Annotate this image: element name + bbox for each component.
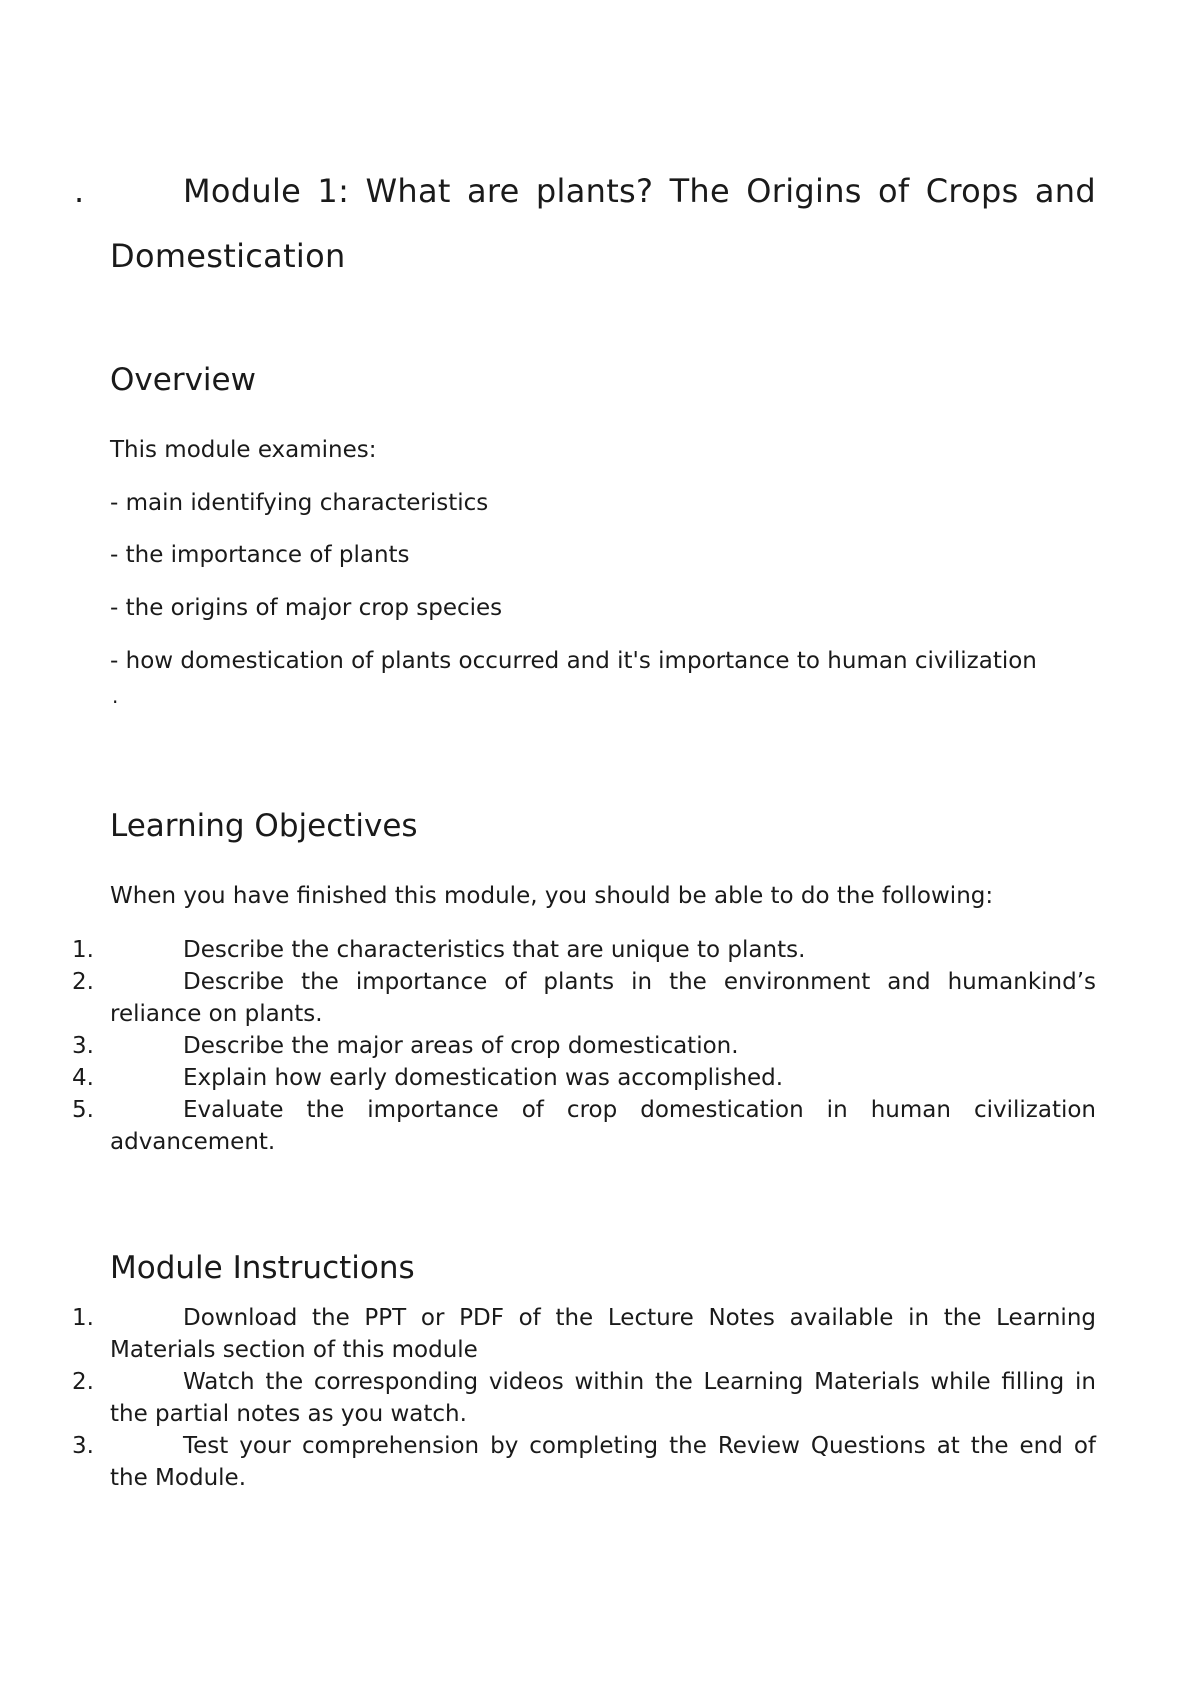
instructions-list bbox=[0, 1302, 1200, 1494]
objectives-list bbox=[0, 934, 1200, 1158]
list-number: 5. bbox=[72, 1097, 94, 1123]
list-number: 3. bbox=[72, 1433, 94, 1459]
list-number: 2. bbox=[72, 969, 94, 995]
list-number: 3. bbox=[72, 1033, 94, 1059]
list-number: 4. bbox=[72, 1065, 94, 1091]
objectives-heading: Learning Objectives bbox=[110, 808, 418, 844]
instruction-text: Download the PPT or PDF of the Lecture Notes available in the Learning Materials section of this module bbox=[110, 1305, 1096, 1363]
objectives-intro: When you have finished this module, you should be able to do the following: bbox=[110, 883, 994, 909]
objective-text: Explain how early domestication was accomplished. bbox=[183, 1065, 784, 1091]
page-title: Module 1: What are plants? The Origins of Crops and bbox=[183, 172, 1096, 210]
list-number: 1. bbox=[72, 937, 94, 963]
overview-item: - the origins of major crop species bbox=[110, 595, 503, 621]
instructions-heading: Module Instructions bbox=[110, 1250, 415, 1286]
stray-dot: . bbox=[112, 684, 119, 708]
objective-text: Describe the importance of plants in the environment and humankind’s reliance on plants. bbox=[110, 969, 1096, 1027]
objective-text: Evaluate the importance of crop domestication in human civilization advancement. bbox=[110, 1097, 1096, 1155]
objective-item bbox=[0, 1030, 1200, 1062]
overview-item: - how domestication of plants occurred and it's importance to human civilization bbox=[110, 648, 1037, 674]
instruction-item bbox=[0, 1366, 1200, 1430]
list-number: 1. bbox=[72, 1305, 94, 1331]
overview-intro: This module examines: bbox=[110, 437, 377, 463]
overview-heading: Overview bbox=[110, 362, 256, 398]
page-title-continued: Domestication bbox=[110, 237, 346, 275]
objective-text: Describe the major areas of crop domestication. bbox=[183, 1033, 739, 1059]
title-bullet: . bbox=[74, 172, 85, 210]
list-number: 2. bbox=[72, 1369, 94, 1395]
overview-item: - main identifying characteristics bbox=[110, 490, 489, 516]
instruction-item bbox=[0, 1430, 1200, 1494]
instruction-text: Test your comprehension by completing the Review Questions at the end of the Module. bbox=[110, 1433, 1096, 1491]
overview-item: - the importance of plants bbox=[110, 542, 410, 568]
objective-text: Describe the characteristics that are unique to plants. bbox=[183, 937, 806, 963]
title-line bbox=[0, 172, 1200, 222]
objective-item bbox=[0, 966, 1200, 1030]
objective-item bbox=[0, 1062, 1200, 1094]
instruction-text: Watch the corresponding videos within the Learning Materials while filling in the partial notes as you watch. bbox=[110, 1369, 1096, 1427]
objective-item bbox=[0, 934, 1200, 966]
objective-item bbox=[0, 1094, 1200, 1158]
instruction-item bbox=[0, 1302, 1200, 1366]
